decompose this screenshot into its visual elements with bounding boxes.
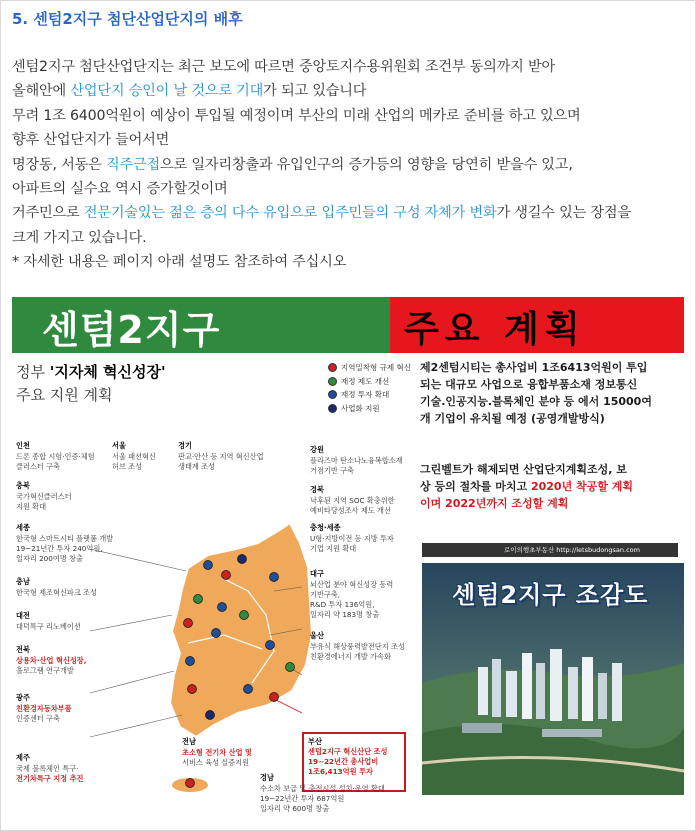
body-line: 명장동, 서동은 직주근접으로 일자리창출과 유입인구의 증가등의 영향을 당연히 받을수 있고, [12,156,573,173]
map-marker-icon [212,629,221,638]
region-seoul: 서울 서울 패션혁신 허브 조성 [112,441,156,471]
body-line: 무려 1조 6400억원이 예상이 투입될 예정이며 부산의 미래 산업의 메카로 준비를 하고 있으며 [12,107,581,124]
region-daegu: 대구 뇌산업 분야 혁신성장 동력 기반구축, R&D 투자 136억원, 일자리 약 183명 창출 [310,569,394,619]
map-marker-icon [286,663,295,672]
section-heading: 5. 센텀2지구 첨단산업단지의 배후 [12,10,243,28]
leader-line [90,615,172,631]
gov-support-panel [12,353,414,813]
map-marker-icon [184,619,193,628]
map-marker-icon [204,561,213,570]
highlight-text: 산업단지 승인이 날 것으로 기대 [70,83,264,100]
region-incheon: 인천 드론 종합 시험·인증·체험 클러스터 구축 [16,441,95,471]
map-marker-icon [270,573,279,582]
banner-subtitle: 주요 계획 [404,309,586,350]
image-caption: 로이의행초부동산 http://letsbudongsan.com [422,543,678,557]
legend-item: 재정 제도 개선 [328,375,411,389]
region-chungbuk: 충북 국가혁신클러스터 지원 확대 [16,481,72,511]
body-line: * 자세한 내용은 페이지 아래 설명도 참조하여 주십시오 [12,254,347,271]
body-line: 향후 산업단지가 들어서면 [12,132,170,149]
map-marker-icon [186,779,195,788]
highlight-text: 직주근접 [105,156,160,173]
region-gyeonggi: 경기 판교·안산 등 지역 혁신산업 생태계 조성 [178,441,264,471]
body-line: 센텀2지구 첨단산업단지는 최근 보도에 따르면 중앙토지수용위원회 조건부 동의까지 받아 [12,59,555,75]
region-gyeongnam: 경남 수소차 보급 및 충전시설 설치·운영 확대 19~22년간 투자 687억원 일자리 약 600명 창출 [260,773,385,813]
map-marker-icon [218,603,227,612]
region-jeju: 제주 국제 블록체인 특구· 전기차특구 지정 추진 [16,753,84,783]
region-chungcheong: 충청·세종 U형·지방이전 등 지방 투자 기업 지원 확대 [310,523,394,553]
banner-title: 센텀2지구 [42,308,221,352]
gov-title: 정부 '지자체 혁신성장' [16,363,166,381]
map-marker-icon [222,571,231,580]
leader-line [90,715,182,737]
aerial-rendering [422,563,684,795]
body-line: 올해안에 산업단지 승인이 날 것으로 기대가 되고 있습니다 [12,83,367,100]
region-chungnam: 충남 한국형 제조혁신파크 조성 [16,577,97,597]
leader-line [90,671,174,693]
map-marker-icon [194,595,203,604]
centum-plan-infographic [12,297,684,813]
legend-item: 사업화 지원 [328,402,411,416]
highlight-text: 전문기술있는 젊은 층의 다수 유입으로 입주민들의 구성 자체가 변화 [83,205,497,222]
article-body [12,55,688,275]
body-line: 크게 가지고 있습니다. [12,229,147,246]
map-marker-icon [238,555,247,564]
region-sejong: 세종 한국형 스마트시티 플랫폼 개발 19~21년간 투자 240억원, 일자리 200여명 창출 [16,523,114,563]
region-ulsan: 울산 부유식 해상풍력발전단지 조성 친환경에너지 개발 가속화 [310,631,405,661]
leader-line [274,699,302,713]
aerial-title: 센텀2지구 조감도 [452,581,649,609]
map-marker-icon [206,711,215,720]
map-marker-icon [240,611,249,620]
busan-highlight-box: 부산 센텀2지구 혁신산단 조성 19~22년간 총사업비 1조6,413억원 투자 [302,732,406,792]
plan-summary-text: 제2센텀시티는 총사업비 1조6413억원이 투입 되는 대규모 사업으로 융합부품소재 정보통신 기술.인공지능.블록체인 분야 등 에서 15000여 개 기업이 유치될 예정 (공영개발방식) [420,361,652,425]
region-gyeongbuk: 경북 낙후된 지역 SOC 확충위한 예비타당성조사 제도 개선 [310,485,395,515]
legend-item: 재정 투자 확대 [328,388,411,402]
region-jeonbuk: 전북 상용차·산업 혁신성장, 홀로그램 연구개발 [16,645,87,675]
region-gwangju: 광주 친환경자동차부품 인증센터 구축 [16,693,72,723]
plan-details-panel [414,353,684,801]
map-marker-icon [270,693,279,702]
schedule-text: 그린벨트가 해제되면 산업단지계획조성, 보 상 등의 절차를 마치고 2020년 착공할 계획 이며 2022년까지 조성할 계획 [420,463,633,510]
region-daejeon: 대전 대덕특구 리노베이션 [16,611,81,631]
map-marker-icon [188,685,197,694]
map-marker-icon [186,657,195,666]
legend-item: 지역밀착형 규제 혁신 [328,361,411,375]
region-jeonnam: 전남 초소형 전기차 산업 및 서비스 육성 실증지원 [182,737,252,767]
map-marker-icon [244,685,253,694]
body-line: 아파트의 실수요 역시 증가할것이며 [12,181,228,198]
map-marker-icon [266,641,275,650]
region-gangwon: 강원 플라즈마 탄소나노융복합소재 거점기반 구축 [310,445,403,475]
gov-subtitle: 주요 지원 계획 [16,386,113,404]
body-line: 거주민으로 전문기술있는 젊은 층의 다수 유입으로 입주민들의 구성 자체가 변화가 생길수 있는 장점을 [12,205,631,222]
